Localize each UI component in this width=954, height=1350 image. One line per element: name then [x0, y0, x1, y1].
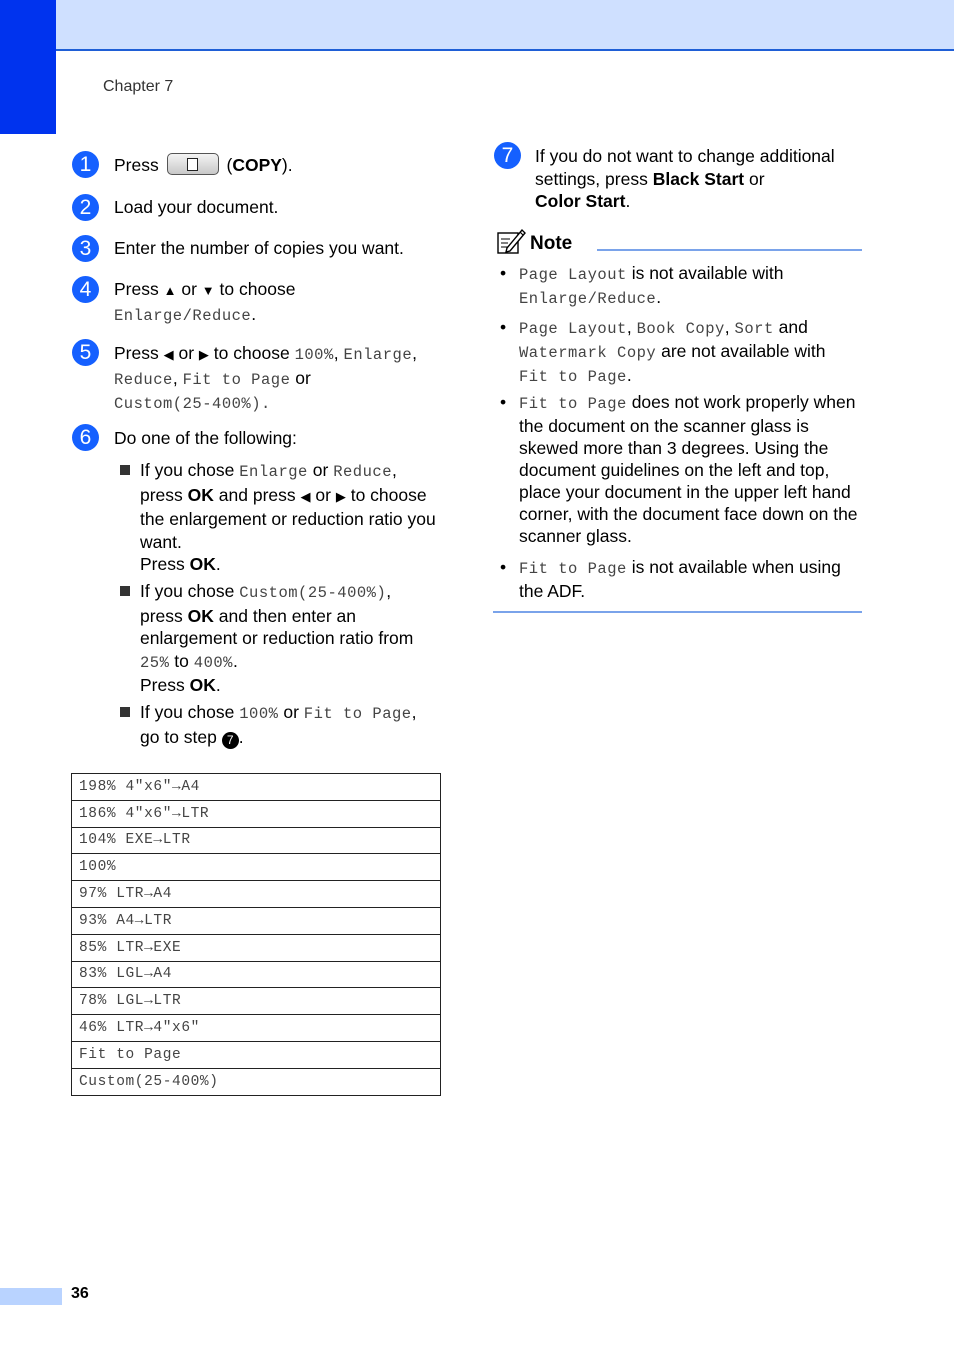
ratio-option: 186% 4"x6"→LTR: [72, 800, 441, 827]
step-5: 5 Press ◀ or ▶ to choose 100%, Enlarge, Reduce, Fit to Page or Custom(25-400%).: [72, 339, 442, 416]
ratio-option: Custom(25-400%): [72, 1068, 441, 1095]
step-number: 1: [72, 151, 99, 178]
step-3: 3 Enter the number of copies you want.: [72, 235, 442, 260]
note-rule-bottom: [493, 611, 862, 613]
right-arrow-icon: ▶: [198, 347, 209, 362]
table-row: [72, 881, 441, 908]
ratio-option: 104% EXE→LTR: [72, 827, 441, 854]
option-100-fit: If you chose 100% or Fit to Page, go to step 7 .: [120, 701, 440, 749]
step-7: 7 If you do not want to change additional settings, press Black Start or Color Start.: [494, 142, 862, 213]
ratio-option: 100%: [72, 854, 441, 881]
table-row: [72, 854, 441, 881]
step-number: 3: [72, 235, 99, 262]
step-number: 5: [72, 339, 99, 366]
step-2: 2 Load your document.: [72, 194, 442, 219]
note-item: • Page Layout is not available with Enlarge/Reduce.: [500, 263, 784, 308]
ratio-option: 198% 4"x6"→A4: [72, 774, 441, 801]
step-number: 7: [494, 142, 521, 169]
note-item: • Fit to Page is not available when using the ADF.: [500, 557, 841, 601]
square-bullet-icon: [120, 707, 130, 717]
step-6: 6 Do one of the following:: [72, 424, 442, 450]
page-number-bar: [0, 1288, 62, 1305]
step-number: 6: [72, 424, 99, 451]
table-row: [72, 1041, 441, 1068]
right-arrow-icon: ▶: [335, 488, 346, 504]
table-row: [72, 774, 441, 801]
step-4: 4 Press ▲ or ▼ to choose Enlarge/Reduce.: [72, 276, 442, 327]
note-item: • Fit to Page does not work properly when the document on the scanner glass is skewed more than 3 degrees. Using the document guidelines on the left and top, place your document in the upper left hand corner, with the document face down on the scanner glass.: [500, 392, 858, 546]
table-row: [72, 1068, 441, 1095]
header-band: [0, 0, 954, 51]
ratio-option: Fit to Page: [72, 1041, 441, 1068]
option-enlarge-reduce: If you chose Enlarge or Reduce, press OK and press ◀ or ▶ to choose the enlargement or reduction ratio you want. Press OK.: [120, 459, 440, 576]
ratio-option: 97% LTR→A4: [72, 881, 441, 908]
ratio-option: 93% A4→LTR: [72, 907, 441, 934]
table-row: [72, 1015, 441, 1042]
ratio-option: 83% LGL→A4: [72, 961, 441, 988]
step-reference: 7: [222, 732, 239, 749]
table-row: [72, 961, 441, 988]
note-item: • Page Layout, Book Copy, Sort and Watermark Copy are not available with Fit to Page.: [500, 317, 826, 386]
step-1: 1 Press (COPY).: [72, 151, 442, 177]
table-row: [72, 988, 441, 1015]
note-pencil-icon: [496, 227, 526, 255]
left-arrow-icon: ◀: [300, 488, 311, 504]
option-custom: If you chose Custom(25-400%), press OK and then enter an enlargement or reduction ratio from 25% to 400%. Press OK.: [120, 580, 440, 697]
square-bullet-icon: [120, 465, 130, 475]
ratio-table: [71, 773, 441, 1096]
ratio-option: 78% LGL→LTR: [72, 988, 441, 1015]
square-bullet-icon: [120, 586, 130, 596]
page-number: 36: [71, 1285, 89, 1302]
chapter-tab: [0, 0, 56, 134]
table-row: [72, 934, 441, 961]
note-title: Note: [530, 233, 573, 254]
step-number: 2: [72, 194, 99, 221]
down-arrow-icon: ▼: [201, 283, 215, 298]
chapter-label: Chapter 7: [103, 78, 174, 95]
step-number: 4: [72, 276, 99, 303]
table-row: [72, 800, 441, 827]
left-arrow-icon: ◀: [163, 347, 174, 362]
table-row: [72, 907, 441, 934]
note-rule-top: [597, 249, 862, 251]
copy-key-icon: [167, 153, 219, 175]
ratio-option: 46% LTR→4"x6": [72, 1015, 441, 1042]
ratio-option: 85% LTR→EXE: [72, 934, 441, 961]
up-arrow-icon: ▲: [163, 283, 177, 298]
table-row: [72, 827, 441, 854]
